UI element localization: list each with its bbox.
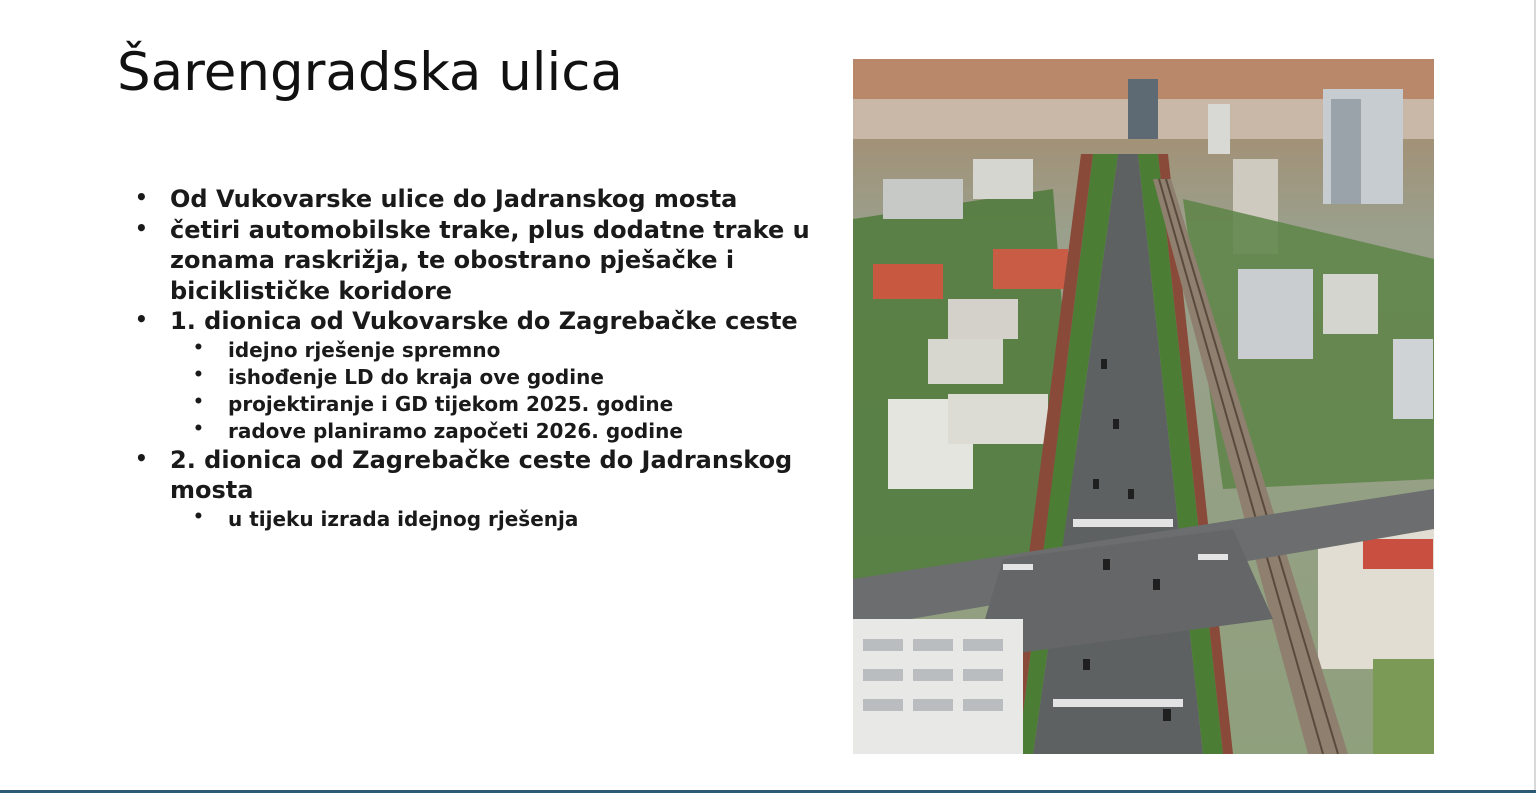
bullet-text: četiri automobilske trake, plus dodatne trake u zonama raskrižja, te obostrano pješačke i biciklističke koridore [170,215,810,305]
sub-bullet-item [133,364,823,391]
bullet-dot: • [193,506,204,527]
sub-bullet-item [133,506,823,533]
bullet-dot: • [193,337,204,358]
bullet-text: 2. dionica od Zagrebačke ceste do Jadranskog mosta [170,445,793,504]
bullet-text: 1. dionica od Vukovarske do Zagrebačke ceste [170,307,798,335]
slide-title: Šarengradska ulica [117,42,623,103]
bullet-item [133,306,823,337]
bullet-text: idejno rješenje spremno [228,337,501,362]
bullet-dot: • [193,391,204,412]
bullet-dot: • [135,307,148,331]
aerial-street-rendering-image [853,59,1434,754]
bullet-item [133,445,823,506]
sub-bullet-item [133,391,823,418]
sub-bullet-item [133,337,823,364]
bullet-list [133,184,823,533]
bullet-text: u tijeku izrada idejnog rješenja [228,506,579,531]
bullet-dot: • [193,364,204,385]
sub-bullet-item [133,418,823,445]
bullet-text: projektiranje i GD tijekom 2025. godine [228,391,674,416]
bullet-dot: • [135,445,148,470]
bullet-dot: • [135,185,148,209]
bullet-text: ishođenje LD do kraja ove godine [228,364,604,389]
bullet-item [133,184,823,215]
bullet-dot: • [135,215,148,240]
bullet-text: Od Vukovarske ulice do Jadranskog mosta [170,185,738,213]
bullet-text: radove planiramo započeti 2026. godine [228,418,683,443]
bullet-item [133,215,823,307]
bullet-dot: • [193,418,204,439]
